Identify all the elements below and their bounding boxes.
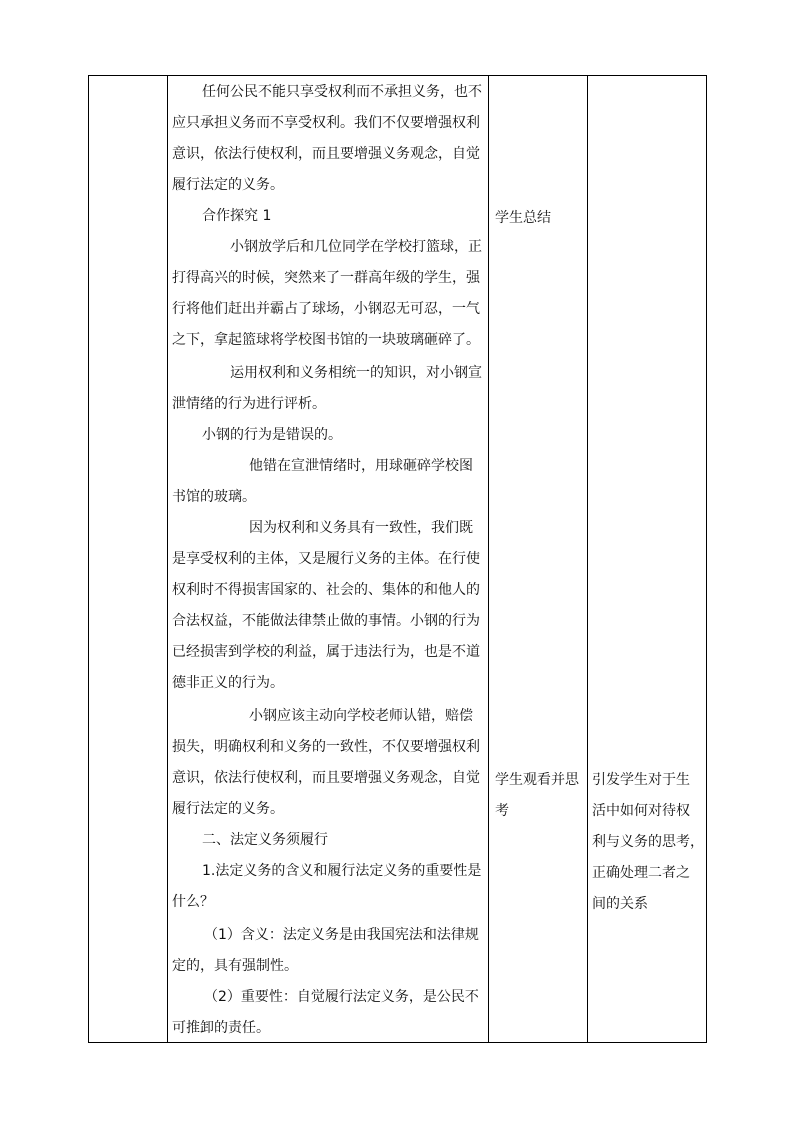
content-line: 打得高兴的时候，突然来了一群高年级的学生，强	[172, 270, 480, 286]
content-line: 他错在宣泄情绪时，用球砸碎学校图	[249, 458, 473, 474]
student-activity-line: 考	[495, 803, 509, 819]
content-line: 运用权利和义务相统一的知识，对小钢宣	[230, 365, 482, 381]
content-line: 之下，拿起篮球将学校图书馆的一块玻璃砸碎了。	[172, 332, 480, 348]
design-intent-line: 引发学生对于生	[592, 772, 690, 788]
content-line: 小钢应该主动向学校老师认错，赔偿	[249, 708, 473, 724]
student-activity-line: 学生观看并思	[495, 772, 579, 788]
content-line: 损失，明确权利和义务的一致性，不仅要增强权利	[172, 739, 480, 755]
content-line: 意识，依法行使权利，而且要增强义务观念，自觉	[172, 146, 480, 162]
design-intent-line: 活中如何对待权	[592, 803, 690, 819]
content-line: 小钢放学后和几位同学在学校打篮球，正	[230, 239, 482, 255]
content-line: 权利时不得损害国家的、社会的、集体的和他人的	[172, 582, 480, 598]
design-intent-line: 间的关系	[592, 896, 648, 912]
column-divider-1	[167, 75, 168, 1043]
content-line: 是享受权利的主体，又是履行义务的主体。在行使	[172, 551, 480, 567]
content-line: 已经损害到学校的利益，属于违法行为，也是不道	[172, 644, 480, 660]
column-divider-3	[587, 75, 588, 1043]
table-bottom-border	[88, 1042, 707, 1043]
content-line: 1.法定义务的含义和履行法定义务的重要性是	[202, 863, 482, 879]
content-line: 书馆的玻璃。	[172, 489, 256, 505]
student-summary: 学生总结	[495, 210, 551, 226]
content-line: 履行法定的义务。	[172, 801, 284, 817]
content-line: 德非正义的行为。	[172, 675, 284, 691]
design-intent-line: 利与义务的思考，	[592, 834, 704, 850]
content-line: 因为权利和义务具有一致性，我们既	[249, 520, 473, 536]
table-right-border	[706, 75, 707, 1043]
content-line: 小钢的行为是错误的。	[202, 427, 342, 443]
content-line: 合法权益，不能做法律禁止做的事情。小钢的行为	[172, 613, 480, 629]
content-line: 可推卸的责任。	[172, 1020, 270, 1036]
content-line: 应只承担义务而不享受权利。我们不仅要增强权利	[172, 115, 480, 131]
table-left-border	[88, 75, 89, 1043]
content-line: 履行法定的义务。	[172, 177, 284, 193]
content-line: 泄情绪的行为进行评析。	[172, 396, 326, 412]
design-intent-line: 正确处理二者之	[592, 865, 690, 881]
section-heading: 二、法定义务须履行	[202, 832, 328, 848]
content-line: 什么？	[172, 894, 214, 910]
content-line: （1）含义：法定义务是由我国宪法和法律规	[204, 927, 479, 943]
content-line: （2）重要性：自觉履行法定义务，是公民不	[204, 989, 479, 1005]
content-line: 意识，依法行使权利，而且要增强义务观念，自觉	[172, 770, 480, 786]
content-line: 行将他们赶出并霸占了球场，小钢忍无可忍，一气	[172, 301, 480, 317]
section-heading: 合作探究 1	[202, 208, 272, 224]
column-divider-2	[488, 75, 489, 1043]
content-line: 定的，具有强制性。	[172, 958, 298, 974]
content-line: 任何公民不能只享受权利而不承担义务，也不	[202, 84, 482, 100]
table-top-border	[88, 75, 707, 76]
